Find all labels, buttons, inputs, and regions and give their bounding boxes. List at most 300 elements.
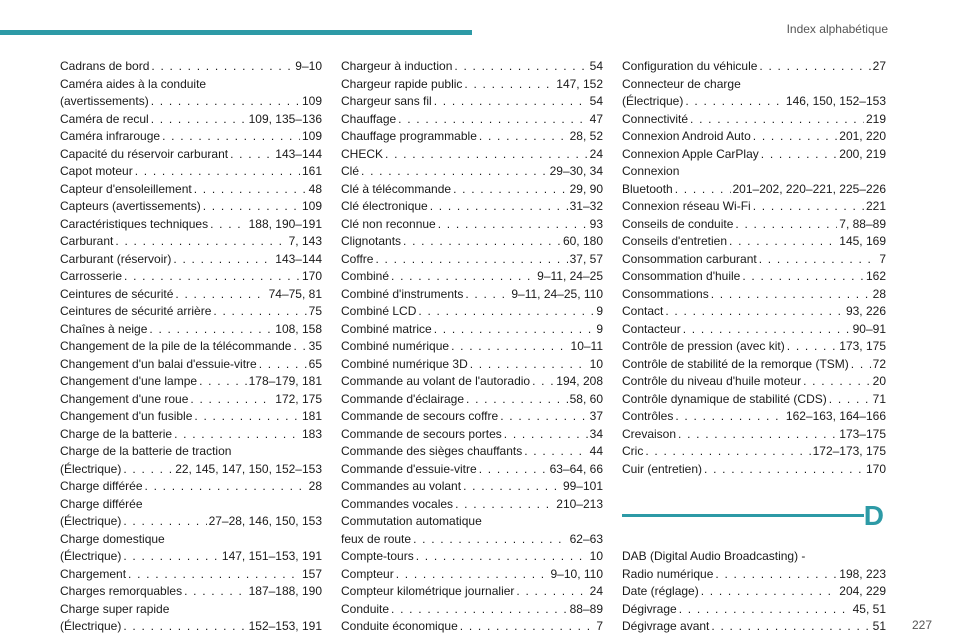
dot-leader: [453, 181, 568, 199]
entry-pages: 9–10: [295, 59, 322, 73]
dot-leader: [230, 146, 273, 164]
index-entry: [341, 286, 603, 304]
entry-term: Configuration du véhicule: [622, 59, 758, 73]
entry-term: Carrosserie: [60, 269, 123, 283]
index-entry: [60, 443, 322, 478]
entry-row: [341, 478, 603, 496]
entry-pages: 9–11, 24–25: [537, 269, 603, 283]
entry-row: [622, 601, 886, 619]
index-entry: [341, 128, 603, 146]
entry-term: Changement d'un fusible: [60, 409, 193, 423]
entry-pages: 27: [872, 59, 886, 73]
entry-term: Connexion: [622, 164, 680, 178]
entry-term: Caractéristiques techniques: [60, 216, 209, 231]
entry-row: [60, 478, 322, 496]
entry-pages: 75: [308, 304, 322, 318]
index-entry: [622, 426, 886, 444]
entry-pages: 27–28, 146, 150, 153: [208, 514, 322, 528]
dot-leader: [464, 76, 554, 94]
entry-row: [622, 128, 886, 146]
entry-line: [60, 601, 322, 619]
index-entry: [60, 76, 322, 111]
entry-row: [622, 321, 886, 339]
entry-row: [341, 268, 603, 286]
dot-leader: [123, 548, 220, 566]
dot-leader: [753, 198, 864, 216]
entry-row: [341, 391, 603, 409]
entry-pages: 109: [301, 199, 322, 213]
entry-pages: 9–10, 110: [550, 566, 603, 581]
entry-row: [341, 163, 603, 181]
entry-term: Conseils de conduite: [622, 216, 734, 231]
entry-term: Combiné LCD: [341, 304, 417, 318]
entry-term: Caméra aides à la conduite: [60, 76, 207, 91]
entry-row: [341, 198, 603, 216]
dot-leader: [293, 338, 306, 356]
dot-leader: [851, 356, 871, 374]
entry-term: Chargeur sans fil: [341, 94, 432, 108]
entry-term: Charges remorquables: [60, 584, 183, 598]
entry-pages: 204, 229: [839, 584, 886, 598]
index-entry: [341, 583, 603, 601]
index-entry: [60, 216, 322, 234]
entry-row: [341, 128, 603, 146]
dot-leader: [645, 443, 810, 461]
entry-row: [341, 496, 603, 514]
dot-leader: [210, 216, 247, 234]
index-entry: [60, 111, 322, 129]
index-entry: [341, 443, 603, 461]
entry-term: Charge différée: [60, 496, 143, 511]
entry-term: Conduite: [341, 601, 390, 616]
entry-row: [60, 583, 322, 601]
entry-pages: 9–11, 24–25, 110: [511, 286, 603, 301]
entry-pages: 187–188, 190: [248, 584, 322, 598]
entry-line: [60, 443, 322, 461]
index-entry: [622, 618, 886, 636]
entry-term: Capteur d'ensoleillement: [60, 181, 192, 196]
index-entry: [60, 321, 322, 339]
entry-row: [60, 286, 322, 304]
entry-term: Capot moteur: [60, 164, 133, 178]
entry-row: [341, 216, 603, 234]
entry-pages: 10: [589, 356, 603, 371]
entry-pages: 7: [879, 251, 886, 266]
index-entry: [622, 198, 886, 216]
entry-term: (avertissements): [60, 94, 149, 108]
entry-row: [341, 321, 603, 339]
index-entry: [622, 338, 886, 356]
entry-pages: 221: [865, 199, 886, 213]
dot-leader: [685, 93, 784, 111]
entry-line: [341, 513, 603, 531]
entry-pages: 37, 57: [569, 251, 603, 266]
entry-row: [60, 373, 322, 391]
entry-pages: 29–30, 34: [549, 164, 603, 178]
entry-pages: 45, 51: [852, 601, 886, 616]
entry-row: [60, 216, 322, 234]
dot-leader: [678, 426, 837, 444]
index-entry: [341, 163, 603, 181]
entry-term: Contrôle dynamique de stabilité (CDS): [622, 391, 827, 406]
index-entry: [341, 58, 603, 76]
index-entry: [60, 426, 322, 444]
entry-term: (Électrique): [622, 94, 684, 108]
entry-pages: 109: [301, 94, 322, 108]
index-entry: [622, 163, 886, 198]
dot-leader: [213, 303, 306, 321]
dot-leader: [375, 251, 567, 269]
dot-leader: [391, 601, 568, 619]
entry-line: [60, 76, 322, 94]
index-entry: [341, 198, 603, 216]
index-entry: [60, 583, 322, 601]
dot-leader: [184, 583, 247, 601]
dot-leader: [151, 58, 293, 76]
entry-term: Combiné matrice: [341, 321, 432, 336]
entry-pages: 145, 169: [839, 234, 886, 248]
dot-leader: [455, 496, 554, 514]
entry-term: (Électrique): [60, 619, 122, 633]
entry-row: [622, 286, 886, 304]
index-entry: [622, 461, 886, 479]
index-entry: [622, 373, 886, 391]
entry-term: Consommations: [622, 286, 709, 301]
index-entry: [622, 111, 886, 129]
index-entry: [341, 76, 603, 94]
entry-pages: 88–89: [569, 601, 603, 616]
dot-leader: [683, 321, 851, 339]
entry-pages: 210–213: [556, 496, 603, 511]
entry-term: Conseils d'entretien: [622, 234, 728, 248]
column-3-entries: [622, 58, 886, 478]
entry-row: [60, 146, 322, 164]
entry-pages: 20: [872, 374, 886, 388]
index-entry: [341, 303, 603, 321]
dot-leader: [761, 146, 838, 164]
entry-term: (Électrique): [60, 461, 122, 476]
dot-leader: [135, 163, 300, 181]
entry-row: [60, 58, 322, 76]
index-entry: [622, 391, 886, 409]
dot-leader: [701, 583, 838, 601]
dot-leader: [479, 461, 548, 479]
entry-pages: 152–153, 191: [248, 619, 322, 633]
entry-row: [341, 548, 603, 566]
dot-leader: [711, 618, 870, 636]
entry-row: [622, 58, 886, 76]
index-entry: [60, 268, 322, 286]
dot-leader: [194, 408, 300, 426]
entry-pages: 9: [596, 321, 603, 336]
index-entry: [341, 461, 603, 479]
entry-row: [60, 513, 322, 531]
index-entry: [60, 146, 322, 164]
entry-pages: 93, 226: [845, 304, 886, 318]
dot-leader: [753, 128, 838, 146]
index-column-2: [341, 58, 603, 636]
entry-term: Combiné: [341, 269, 390, 283]
entry-term: Connectivité: [622, 111, 689, 126]
entry-term: Changement d'une roue: [60, 391, 189, 406]
entry-row: [341, 373, 603, 391]
entry-term: Commande d'essuie-vitre: [341, 461, 477, 476]
index-entry: [60, 338, 322, 356]
entry-term: Combiné d'instruments: [341, 286, 464, 301]
entry-row: [622, 618, 886, 636]
dot-leader: [194, 181, 307, 199]
dot-leader: [396, 566, 549, 584]
entry-row: [60, 111, 322, 129]
dot-leader: [665, 303, 844, 321]
entry-pages: 201, 220: [839, 129, 886, 143]
dot-leader: [123, 513, 206, 531]
dot-leader: [679, 601, 851, 619]
index-entry: [60, 408, 322, 426]
dot-leader: [413, 531, 568, 549]
entry-pages: 99–101: [562, 479, 603, 493]
entry-pages: 181: [301, 409, 322, 423]
entry-row: [341, 233, 603, 251]
index-entry: [341, 513, 603, 548]
entry-pages: 7: [596, 619, 603, 633]
entry-pages: 7, 88–89: [839, 216, 886, 231]
index-entry: [622, 268, 886, 286]
entry-pages: 54: [589, 94, 603, 108]
entry-pages: 10–11: [570, 339, 603, 353]
entry-term: Contrôle de pression (avec kit): [622, 339, 785, 353]
index-entry: [60, 128, 322, 146]
entry-term: Charge de la batterie: [60, 426, 173, 441]
entry-pages: 143–144: [275, 251, 322, 266]
index-entry: [622, 233, 886, 251]
index-entry: [622, 601, 886, 619]
entry-row: [341, 618, 603, 636]
entry-row: [341, 601, 603, 619]
index-entry: [341, 548, 603, 566]
index-entry: [622, 356, 886, 374]
index-entry: [622, 443, 886, 461]
index-entry: [341, 181, 603, 199]
dot-leader: [123, 618, 246, 636]
entry-pages: 219: [865, 111, 886, 126]
entry-term: Connecteur de charge: [622, 76, 741, 91]
entry-term: Clé à télécommande: [341, 181, 452, 196]
entry-row: [341, 76, 603, 94]
dot-leader: [128, 566, 300, 584]
entry-row: [622, 408, 886, 426]
index-entry: [341, 391, 603, 409]
entry-pages: 194, 208: [556, 374, 603, 388]
dot-leader: [151, 93, 300, 111]
dot-leader: [199, 373, 247, 391]
entry-term: Consommation carburant: [622, 251, 757, 266]
entry-term: Commande d'éclairage: [341, 391, 465, 406]
entry-pages: 54: [589, 59, 603, 73]
entry-pages: 28: [308, 479, 322, 493]
index-entry: [341, 356, 603, 374]
dot-leader: [391, 268, 535, 286]
dot-leader: [398, 111, 587, 129]
entry-pages: 198, 223: [839, 566, 886, 581]
index-entry: [622, 303, 886, 321]
entry-row: [341, 426, 603, 444]
index-entry: [622, 146, 886, 164]
entry-term: Compte-tours: [341, 549, 414, 563]
entry-pages: 9: [596, 304, 603, 318]
entry-term: Conduite économique: [341, 619, 458, 633]
dot-leader: [463, 478, 561, 496]
index-entry: [622, 76, 886, 111]
index-entry: [622, 216, 886, 234]
index-entry: [341, 216, 603, 234]
entry-pages: 178–179, 181: [248, 374, 322, 388]
dot-leader: [451, 338, 568, 356]
entry-row: [60, 391, 322, 409]
dot-leader: [759, 251, 878, 269]
entry-term: Commande de secours portes: [341, 426, 502, 441]
index-entry: [341, 146, 603, 164]
entry-term: Connexion réseau Wi-Fi: [622, 199, 751, 213]
entry-pages: 201–202, 220–221, 225–226: [732, 181, 886, 196]
dot-leader: [173, 251, 273, 269]
entry-row: [341, 58, 603, 76]
dot-leader: [123, 461, 173, 479]
entry-row: [622, 583, 886, 601]
entry-row: [341, 251, 603, 269]
entry-term: Carburant: [60, 234, 114, 248]
dot-leader: [460, 618, 595, 636]
entry-pages: 93: [589, 216, 603, 231]
dot-leader: [690, 111, 864, 129]
entry-term: Caméra infrarouge: [60, 129, 161, 143]
entry-term: Charge super rapide: [60, 601, 170, 616]
entry-term: Date (réglage): [622, 584, 699, 598]
entry-pages: 35: [308, 339, 322, 353]
entry-row: [622, 93, 886, 111]
header-accent-bar: [0, 30, 472, 35]
entry-pages: 170: [301, 269, 322, 283]
entry-term: Contrôle du niveau d'huile moteur: [622, 374, 802, 388]
entry-term: Charge différée: [60, 479, 143, 493]
entry-pages: 63–64, 66: [549, 461, 603, 476]
index-entry: [341, 566, 603, 584]
index-entry: [60, 356, 322, 374]
dot-leader: [190, 391, 273, 409]
entry-line: [622, 76, 886, 94]
entry-term: Cadrans de bord: [60, 59, 150, 73]
entry-term: Radio numérique: [622, 566, 714, 581]
page-header-title: Index alphabétique: [786, 22, 888, 36]
index-entry: [341, 111, 603, 129]
entry-term: DAB (Digital Audio Broadcasting) -: [622, 549, 806, 563]
entry-pages: 147, 152: [556, 76, 603, 91]
dot-leader: [174, 426, 300, 444]
dot-leader: [454, 58, 587, 76]
entry-pages: 170: [865, 461, 886, 476]
entry-term: Combiné numérique 3D: [341, 356, 468, 371]
entry-row: [341, 93, 603, 111]
dot-leader: [151, 111, 247, 129]
entry-term: (Électrique): [60, 514, 122, 528]
entry-pages: 109, 135–136: [248, 111, 322, 126]
index-entry: [341, 251, 603, 269]
entry-term: Chargement: [60, 566, 127, 581]
entry-pages: 173–175: [839, 426, 886, 441]
dot-leader: [434, 321, 595, 339]
entry-pages: 62–63: [569, 531, 603, 546]
entry-line: [622, 163, 886, 181]
entry-row: [341, 111, 603, 129]
entry-term: Capacité du réservoir carburant: [60, 146, 229, 161]
entry-row: [341, 583, 603, 601]
entry-pages: 29, 90: [569, 181, 603, 196]
entry-row: [622, 268, 886, 286]
entry-pages: 47: [589, 111, 603, 126]
entry-pages: 108, 158: [275, 321, 322, 336]
index-entry: [60, 566, 322, 584]
index-entry: [60, 303, 322, 321]
entry-row: [622, 373, 886, 391]
entry-term: Changement d'un balai d'essuie-vitre: [60, 356, 257, 371]
entry-pages: 146, 150, 152–153: [785, 94, 886, 108]
entry-row: [60, 268, 322, 286]
entry-row: [60, 251, 322, 269]
index-entry: [622, 58, 886, 76]
entry-pages: 162–163, 164–166: [785, 409, 886, 423]
entry-row: [341, 461, 603, 479]
section-letter: D: [863, 500, 884, 531]
entry-pages: 22, 145, 147, 150, 152–153: [175, 461, 322, 476]
entry-term: Contrôle de stabilité de la remorque (TSM): [622, 356, 849, 371]
index-entry: [60, 286, 322, 304]
index-entry: [60, 233, 322, 251]
entry-term: Chargeur rapide public: [341, 76, 463, 91]
dot-leader: [403, 233, 561, 251]
entry-row: [622, 251, 886, 269]
section-d-entries: [622, 548, 886, 636]
index-entry: [60, 531, 322, 566]
entry-row: [60, 461, 322, 479]
dot-leader: [145, 478, 307, 496]
entry-pages: 172–173, 175: [812, 444, 886, 458]
entry-term: Caméra de recul: [60, 111, 149, 126]
entry-row: [341, 338, 603, 356]
entry-pages: 162: [865, 269, 886, 283]
index-entry: [60, 58, 322, 76]
dot-leader: [470, 356, 588, 374]
dot-leader: [729, 233, 837, 251]
entry-row: [622, 111, 886, 129]
dot-leader: [742, 268, 864, 286]
index-entry: [60, 601, 322, 636]
dot-leader: [465, 286, 509, 304]
dot-leader: [524, 443, 587, 461]
dot-leader: [430, 198, 568, 216]
index-entry: [60, 391, 322, 409]
entry-row: [60, 233, 322, 251]
entry-row: [622, 216, 886, 234]
entry-line: [622, 548, 886, 566]
dot-leader: [803, 373, 871, 391]
index-entry: [60, 373, 322, 391]
entry-row: [622, 391, 886, 409]
entry-term: Coffre: [341, 251, 374, 266]
entry-term: Clé non reconnue: [341, 216, 436, 231]
dot-leader: [675, 181, 731, 199]
entry-term: Crevaison: [622, 426, 677, 441]
index-entry: [60, 478, 322, 496]
